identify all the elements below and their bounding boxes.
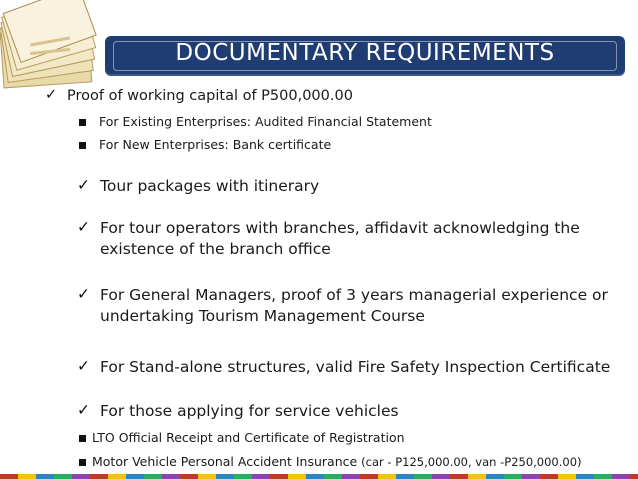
list-item-service-vehicles: For those applying for service vehicles <box>100 402 399 420</box>
check-icon: ✓ <box>77 357 90 375</box>
folder-stack-icon <box>0 0 100 95</box>
accident-insurance-amounts: (car - P125,000.00, van -P250,000.00) <box>361 455 582 469</box>
title-banner <box>105 36 625 76</box>
list-item-working-capital: Proof of working capital of P500,000.00 <box>67 88 353 104</box>
sub-item-new-enterprises: For New Enterprises: Bank certificate <box>99 137 332 152</box>
check-icon: ✓ <box>77 401 90 419</box>
list-item-fire-safety: For Stand-alone structures, valid Fire Safety Inspection Certificate <box>100 358 611 376</box>
list-item-general-managers-line1: For General Managers, proof of 3 years managerial experience or <box>100 286 608 304</box>
check-icon: ✓ <box>77 218 90 236</box>
list-item-general-managers-line2: undertaking Tourism Management Course <box>100 307 425 325</box>
check-icon: ✓ <box>77 176 90 194</box>
square-bullet-icon <box>79 435 86 442</box>
square-bullet-icon <box>79 142 86 149</box>
square-bullet-icon <box>79 459 86 466</box>
list-item-tour-operators-line1: For tour operators with branches, affidavit acknowledging the <box>100 219 580 237</box>
sub-item-accident-insurance <box>92 454 582 469</box>
square-bullet-icon <box>79 119 86 126</box>
sub-item-lto-receipt: LTO Official Receipt and Certificate of Registration <box>92 430 405 445</box>
check-icon: ✓ <box>77 285 90 303</box>
list-item-tour-packages: Tour packages with itinerary <box>100 177 320 195</box>
accident-insurance-label: Motor Vehicle Personal Accident Insurance <box>92 454 358 469</box>
list-item-tour-operators-line2: existence of the branch office <box>100 240 331 258</box>
check-icon: ✓ <box>45 87 58 103</box>
decorative-bottom-stripe <box>0 474 638 479</box>
sub-item-existing-enterprises: For Existing Enterprises: Audited Financial Statement <box>99 114 432 129</box>
page-title: DOCUMENTARY REQUIREMENTS <box>175 40 555 66</box>
